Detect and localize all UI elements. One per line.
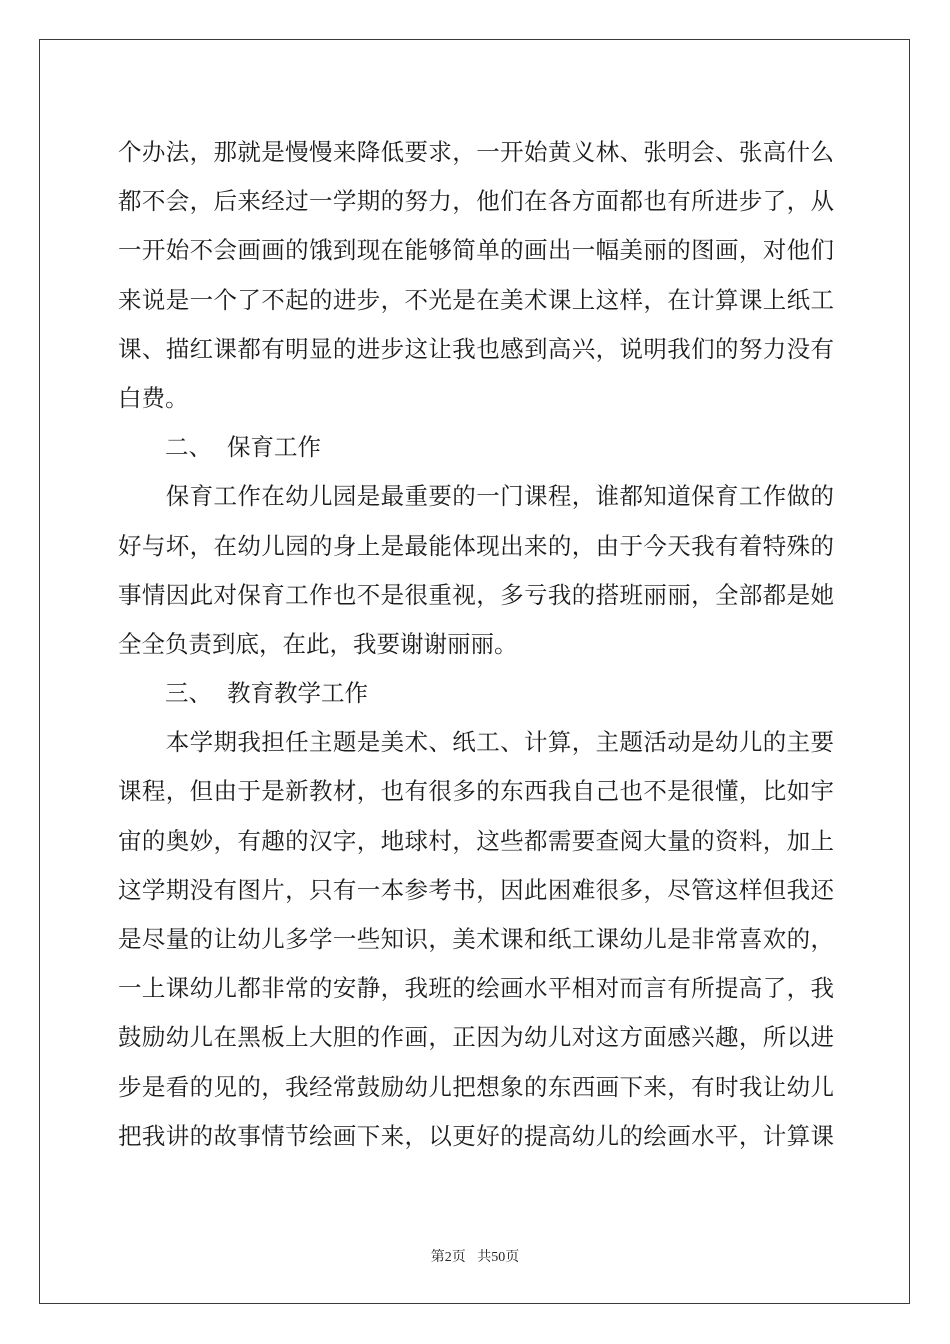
text-line: 课、描红课都有明显的进步这让我也感到高兴，说明我们的努力没有 bbox=[118, 334, 834, 363]
text-line: 一开始不会画画的饿到现在能够简单的画出一幅美丽的图画，对他们 bbox=[118, 236, 834, 265]
text-line: 宙的奥妙，有趣的汉字，地球村，这些都需要查阅大量的资料，加上 bbox=[118, 826, 834, 855]
paragraph-block-3 bbox=[118, 718, 834, 1161]
page-footer bbox=[0, 1246, 950, 1266]
section-number: 二、 bbox=[165, 433, 212, 462]
section-title: 教育教学工作 bbox=[227, 679, 368, 708]
section-number: 三、 bbox=[165, 679, 212, 708]
text-line: 事情因此对保育工作也不是很重视，多亏我的搭班丽丽，全部都是她 bbox=[118, 580, 834, 609]
section-heading-2 bbox=[118, 423, 834, 472]
text-line: 好与坏，在幼儿园的身上是最能体现出来的，由于今天我有着特殊的 bbox=[118, 531, 834, 560]
text-line: 都不会，后来经过一学期的努力，他们在各方面都也有所进步了，从 bbox=[118, 187, 834, 216]
paragraph-block-2 bbox=[118, 472, 834, 669]
text-line: 保育工作在幼儿园是最重要的一门课程，谁都知道保育工作做的 bbox=[118, 482, 834, 511]
text-line: 课程，但由于是新教材，也有很多的东西我自己也不是很懂，比如宇 bbox=[118, 777, 834, 806]
text-line: 鼓励幼儿在黑板上大胆的作画，正因为幼儿对这方面感兴趣，所以进 bbox=[118, 1023, 834, 1052]
paragraph-block-1 bbox=[118, 128, 834, 423]
text-line: 全全负责到底，在此，我要谢谢丽丽。 bbox=[118, 629, 518, 658]
text-line: 把我讲的故事情节绘画下来，以更好的提高幼儿的绘画水平，计算课 bbox=[118, 1121, 834, 1150]
text-line: 白费。 bbox=[118, 383, 189, 412]
text-line: 是尽量的让幼儿多学一些知识，美术课和纸工课幼儿是非常喜欢的， bbox=[118, 925, 834, 953]
document-body bbox=[118, 128, 834, 1161]
section-title: 保育工作 bbox=[227, 433, 321, 462]
text-line: 本学期我担任主题是美术、纸工、计算，主题活动是幼儿的主要 bbox=[118, 728, 834, 757]
text-line: 这学期没有图片，只有一本参考书，因此困难很多，尽管这样但我还 bbox=[118, 875, 834, 904]
section-heading-3 bbox=[118, 669, 834, 718]
text-line: 一上课幼儿都非常的安静，我班的绘画水平相对而言有所提高了，我 bbox=[118, 974, 834, 1003]
page-total: 共50页 bbox=[477, 1250, 520, 1265]
text-line: 来说是一个了不起的进步，不光是在美术课上这样，在计算课上纸工 bbox=[118, 285, 834, 314]
text-line: 步是看的见的，我经常鼓励幼儿把想象的东西画下来，有时我让幼儿 bbox=[118, 1072, 834, 1101]
page-number: 第2页 bbox=[430, 1250, 466, 1265]
text-line: 个办法，那就是慢慢来降低要求，一开始黄义林、张明会、张高什么 bbox=[118, 138, 834, 166]
